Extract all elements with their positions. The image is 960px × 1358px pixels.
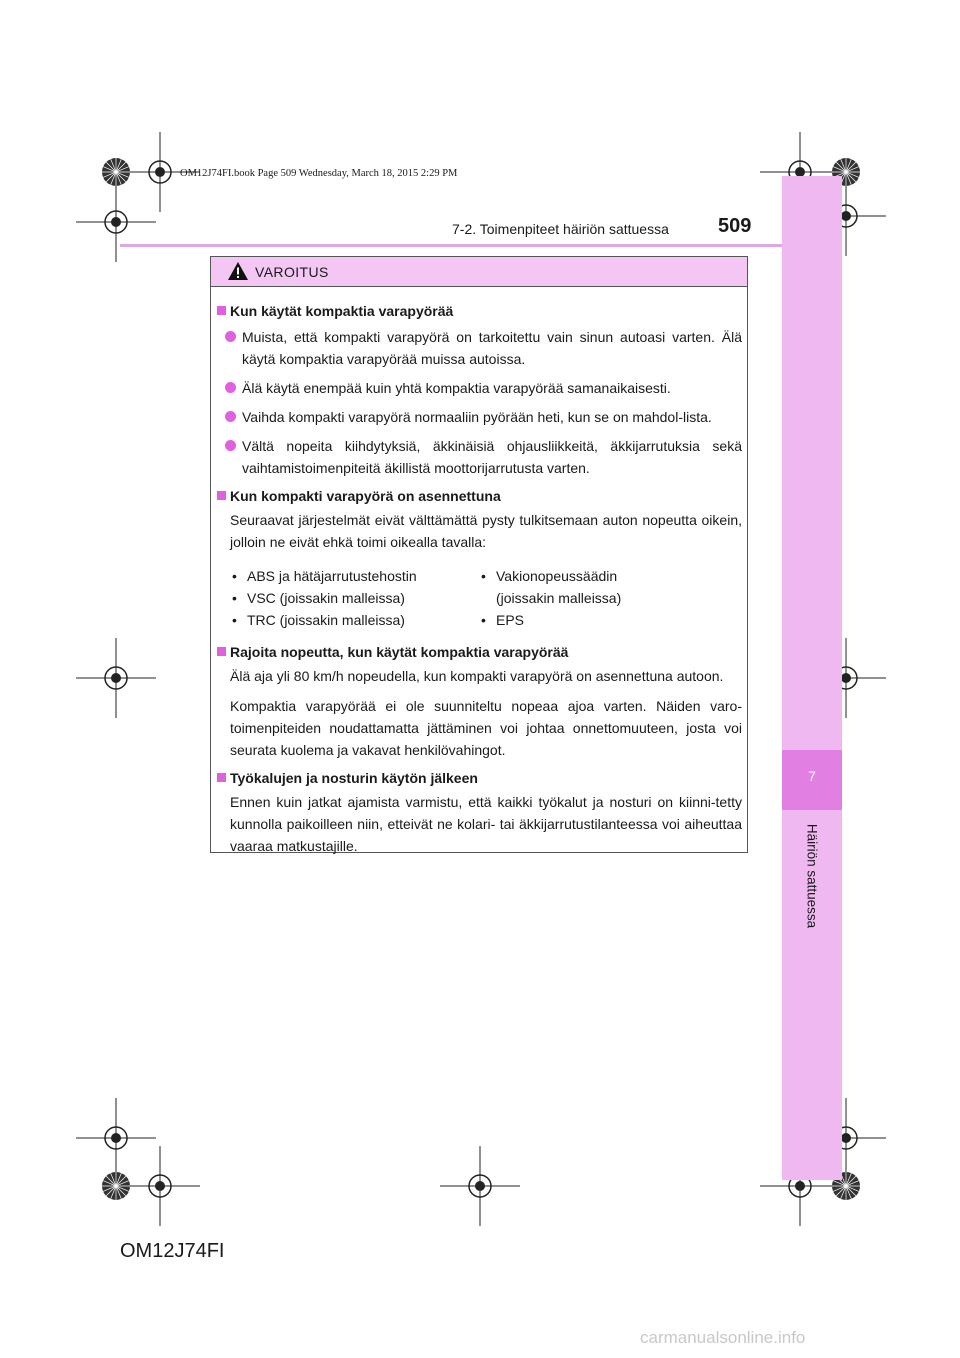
list-item: Vaihda kompakti varapyörä normaaliin pyörään heti, kun se on mahdol-lista.: [217, 406, 742, 428]
watermark: carmanualsonline.info: [640, 1328, 806, 1347]
warning-box: [210, 256, 748, 853]
paragraph: Kompaktia varapyörää ei ole suunniteltu nopeaa ajoa varten. Näiden varo-toimenpiteiden noudattamatta jättäminen voi johtaa onnettomuuteen, josta voi seurata kuolema ja vakavat henkilövahingot.: [230, 698, 742, 758]
list-item: Vältä nopeita kiihdytyksiä, äkkinäisiä ohjausliikkeitä, äkkijarrutuksia sekä vaihtamistoimenpiteitä äkillistä moottorijarrutusta varten.: [217, 435, 742, 479]
chapter-label: Häiriön sattuessa: [804, 823, 820, 929]
square-bullet-icon: [217, 306, 226, 315]
round-bullet-icon: [225, 440, 236, 451]
section-heading: Kun kompakti varapyörä on asennettuna: [217, 485, 742, 507]
section-heading: Rajoita nopeutta, kun käytät kompaktia varapyörää: [217, 641, 742, 663]
registration-mark-icon: [440, 1146, 520, 1226]
warning-body: [217, 297, 742, 857]
square-bullet-icon: [217, 773, 226, 782]
section-title: 7-2. Toimenpiteet häiriön sattuessa: [452, 221, 669, 237]
warning-title: VAROITUS: [255, 264, 329, 280]
list-item: • EPS: [481, 612, 525, 628]
square-bullet-icon: [217, 647, 226, 656]
system-list-right: [479, 565, 621, 631]
sunburst-mark-icon: [101, 157, 131, 187]
chapter-tab: [782, 176, 842, 1180]
paragraph: Ennen kuin jatkat ajamista varmistu, että kaikki työkalut ja nosturi on kiinni-tetty kunnolla paikoilleen niin, etteivät ne kolari- tai äkkijarrutustilanteessa voi aiheuttaa vaaraa matkustajille.: [230, 794, 742, 854]
list-item: • Vakionopeussäädin: [481, 568, 618, 584]
system-list: [217, 565, 742, 631]
list-item: • ABS ja hätäjarrutustehostin: [232, 568, 417, 584]
registration-mark-icon: [120, 1146, 200, 1226]
list-item: Muista, että kompakti varapyörä on tarkoitettu vain sinun autoasi varten. Älä käytä kompaktia varapyörää muissa autoissa.: [217, 326, 742, 370]
chapter-number: 7: [808, 768, 816, 784]
section-heading: Työkalujen ja nosturin käytön jälkeen: [217, 767, 742, 789]
round-bullet-icon: [225, 411, 236, 422]
list-item: Älä käytä enempää kuin yhtä kompaktia varapyörää samanaikaisesti.: [217, 377, 742, 399]
system-list-left: [230, 565, 417, 631]
round-bullet-icon: [225, 331, 236, 342]
square-bullet-icon: [217, 491, 226, 500]
list-item: • VSC (joissakin malleissa): [232, 590, 405, 606]
section-heading: Kun käytät kompaktia varapyörää: [217, 300, 742, 322]
sunburst-mark-icon: [101, 1171, 131, 1201]
list-item-continuation: (joissakin malleissa): [496, 590, 622, 606]
list-item: • TRC (joissakin malleissa): [232, 612, 405, 628]
header-rule: [120, 244, 782, 247]
page-number: 509: [718, 215, 752, 237]
warning-header: [211, 257, 747, 287]
paragraph: Älä aja yli 80 km/h nopeudella, kun kompakti varapyörä on asennettuna autoon.: [230, 668, 724, 684]
warning-triangle-icon: [227, 261, 249, 281]
round-bullet-icon: [225, 382, 236, 393]
registration-mark-icon: [76, 638, 156, 718]
book-print-info: OM12J74FI.book Page 509 Wednesday, March 18, 2015 2:29 PM: [180, 168, 458, 179]
paragraph: Seuraavat järjestelmät eivät välttämättä pysty tulkitsemaan auton nopeutta oikein, jolloin ne eivät ehkä toimi oikealla tavalla:: [230, 512, 742, 550]
manual-code: OM12J74FI: [120, 1240, 225, 1262]
